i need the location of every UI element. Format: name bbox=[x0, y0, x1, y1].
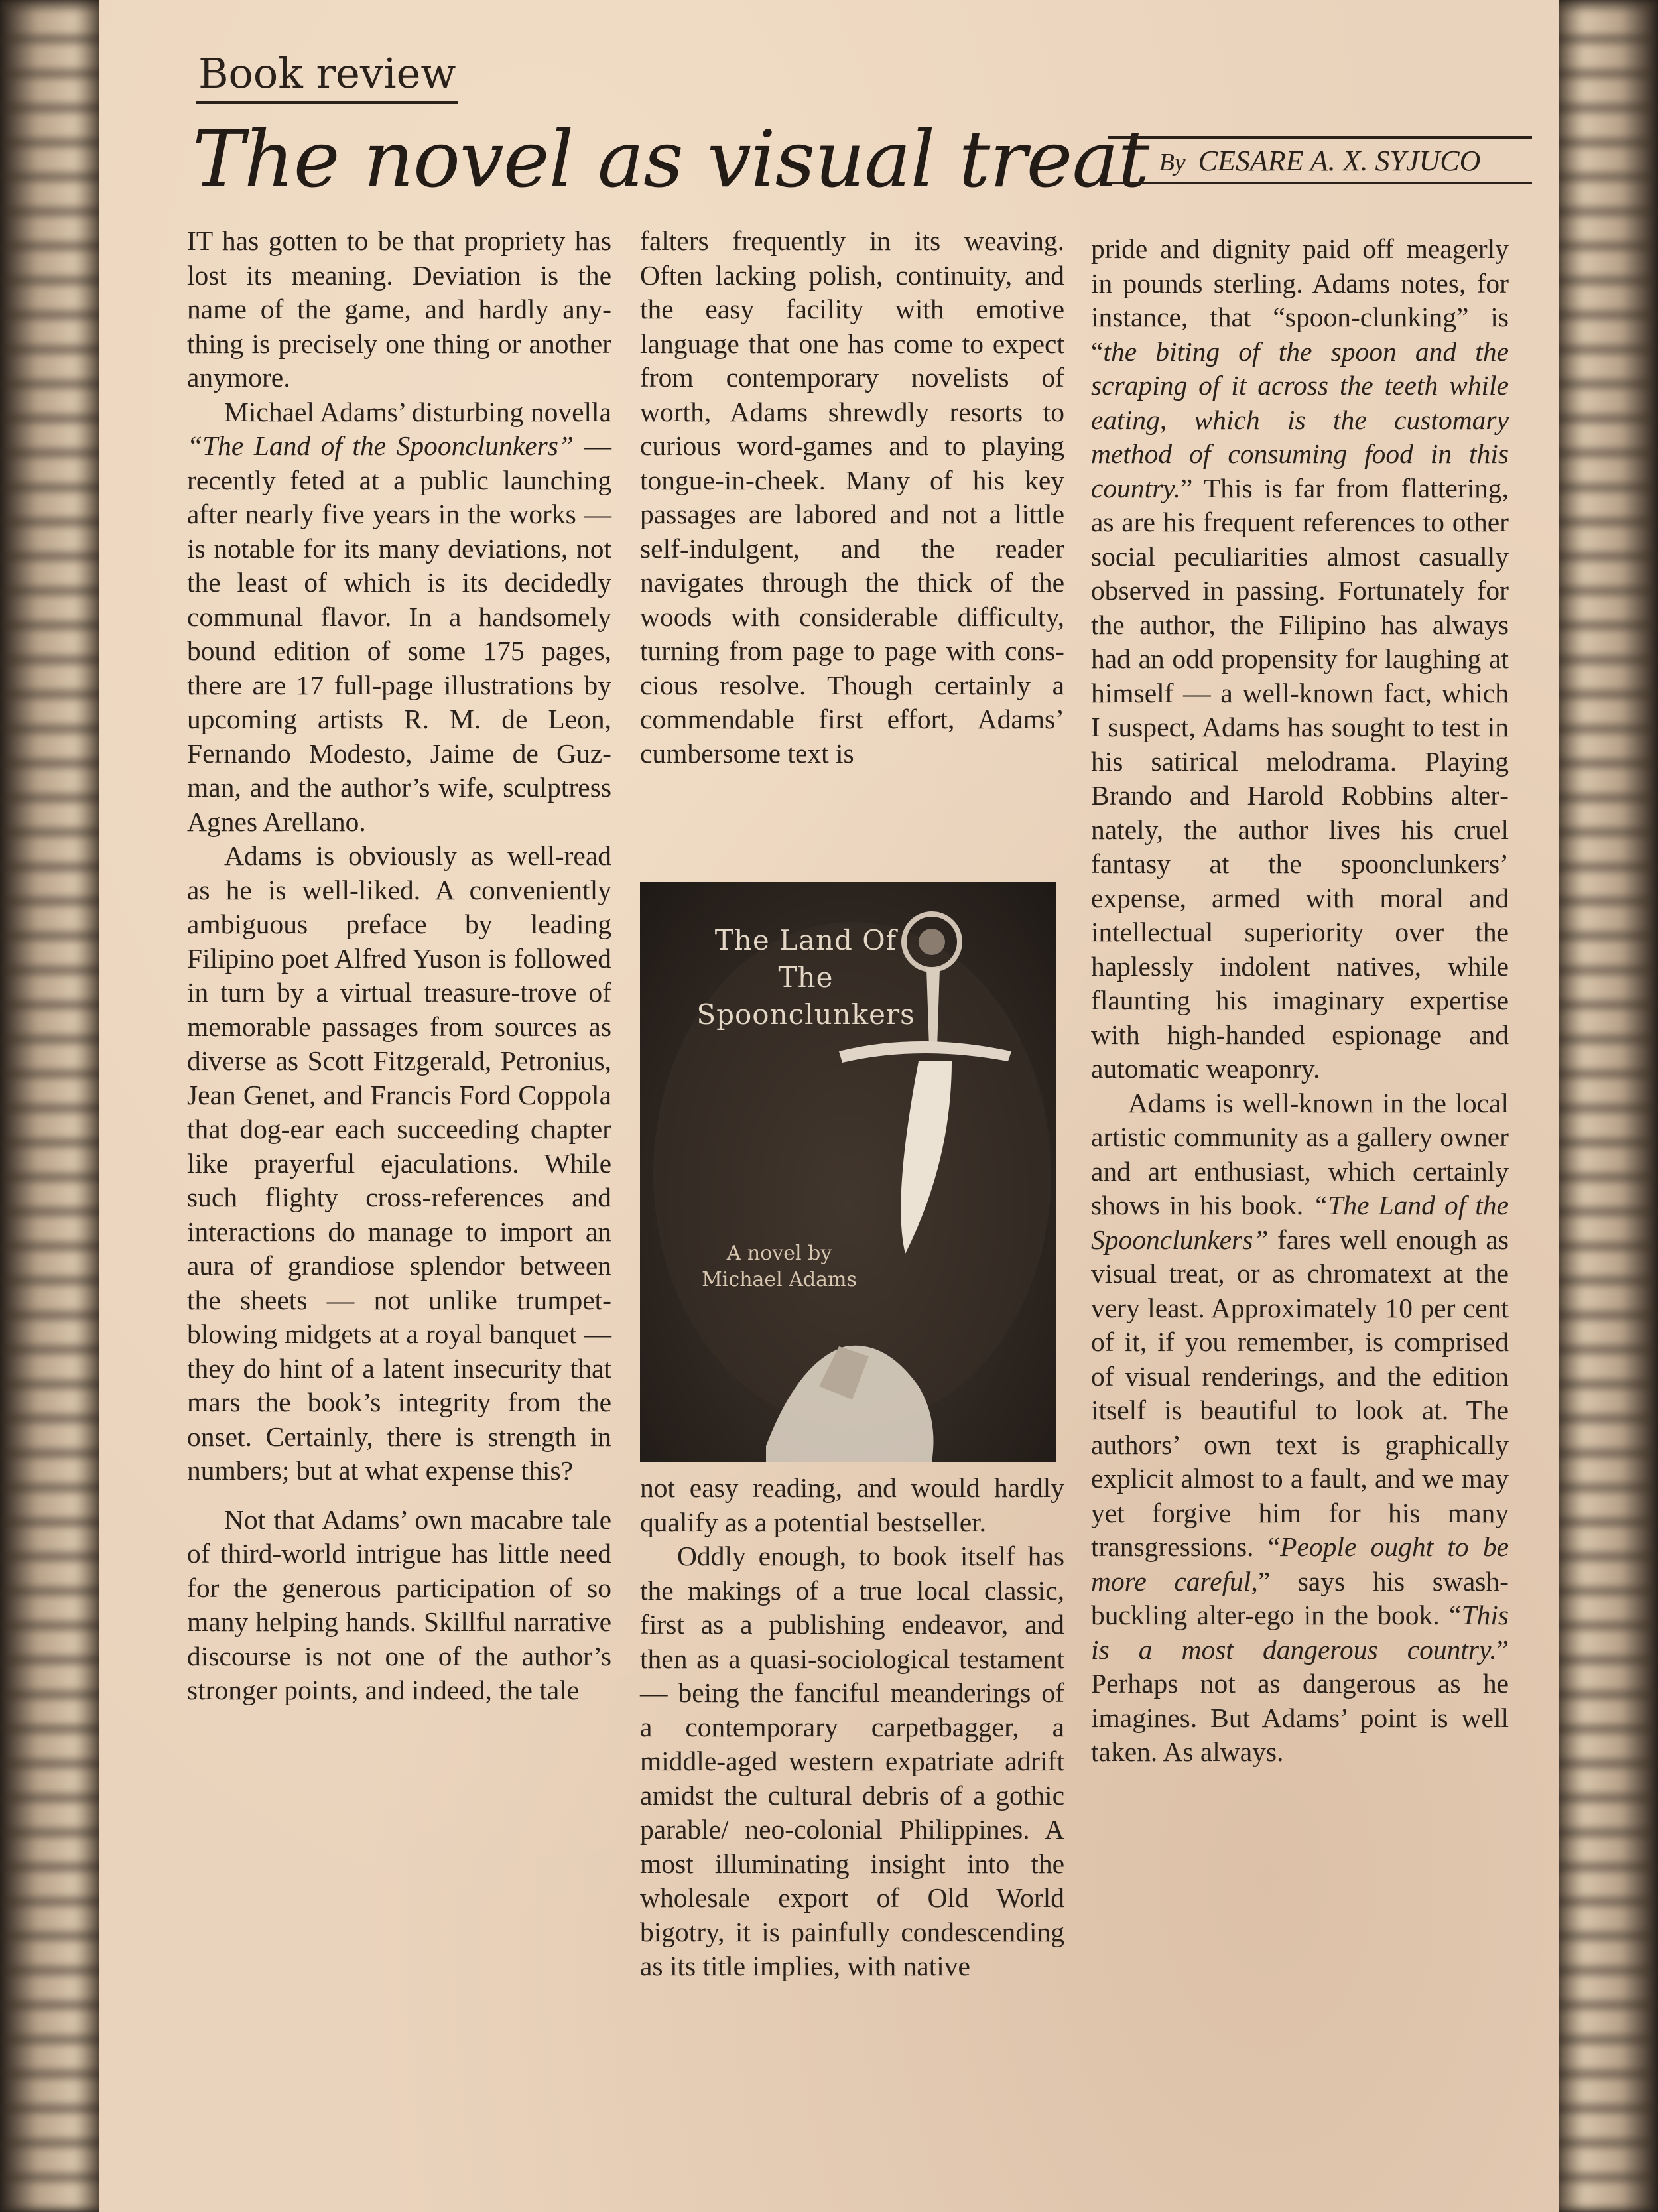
article-column-2-bottom bbox=[640, 1471, 1064, 1984]
text-run: ” This is far from flattering, as are his frequent references to other social peculiarities almost casually observed in passing. Fortunately for the author, the Filipino has always had an odd propensity for laughing at himself — a well-known fact, which I suspect, Adams has sought to test in his satirical melodrama. Playing Brando and Harold Robbins alternately, the author lives his cruel fantasy at the spoonclunkers’ expense, armed with moral and intellectual superiority over the haplessly indolent natives, while flaunting his imaginary expertise with high-handed espionage and automatic weaponry. bbox=[1091, 472, 1509, 1084]
paragraph: IT has gotten to be that propriety has lost its meaning. Deviation is the name of the game, and hardly anything is precisely one thing or another anymore. bbox=[187, 226, 611, 393]
text-run: ” says his swashbuckling alter-ego in the book. “ bbox=[1091, 1565, 1509, 1630]
paragraph: Adams is obviously as well-read as he is well-liked. A conveniently ambiguous preface by leading Filipino poet Alfred Yuson is followed in turn by a virtual treasure-trove of memorable passages from sources as diverse as Scott Fitzgerald, Petronius, Jean Genet, and Francis Ford Coppola that dog-ear each succeeding chapter like prayerful ejaculations. While such flighty cross-references and interactions do manage to import an aura of grandiose splendor between the sheets — not unlike trumpet-blowing midgets at a royal banquet — they do hint of a latent insecurity that mars the book’s integrity from the onset. Certainly, there is strength in numbers; but at what expense this? bbox=[187, 840, 611, 1486]
text-run: fares well enough as visual treat, or as chromatext at the very least. Approximately 10 per cent of it, if you remember, is comprised of visual renderings, and the edition itself is beautiful to look at. The authors’ own text is graphically explicit almost to a fault, and we may yet forgive him for his many transgressions. “ bbox=[1091, 1224, 1509, 1562]
paragraph: Not that Adams’ own macabre tale of third-world intrigue has little need for the generous participation of so many helping hands. Skillful narrative discourse is not one of the author’s stronger points, and indeed, the tale bbox=[187, 1504, 611, 1705]
book-cover-image bbox=[640, 882, 1056, 1462]
article-column-2-top bbox=[640, 224, 1064, 771]
article-column-3 bbox=[1091, 232, 1509, 1770]
quoted-passage: People ought to be more careful, bbox=[1091, 1531, 1509, 1596]
text-run: ” Perhaps not as dangerous as he imagines. But Adams’ point is well taken. As always. bbox=[1091, 1634, 1509, 1767]
article-column-1 bbox=[187, 224, 611, 1708]
text-run: Michael Adams’ disturbing novella bbox=[224, 396, 611, 427]
text-run: Adams is well-known in the local artistic community as a gallery owner and art enthusiast, which certainly shows in his book. bbox=[1091, 1087, 1509, 1220]
blurred-background-left bbox=[0, 0, 106, 2212]
headline: The novel as visual treat bbox=[192, 113, 1149, 205]
paragraph bbox=[187, 395, 611, 840]
quoted-passage: This is a most dangerous country. bbox=[1091, 1600, 1509, 1665]
byline-author: CESARE A. X. SYJUCO bbox=[1198, 145, 1481, 177]
cover-subtitle bbox=[673, 1240, 885, 1293]
quoted-passage: the biting of the spoon and the scraping of it across the teeth while eating, which is the customary method of consuming food in this country. bbox=[1091, 336, 1509, 503]
section-label: Book review bbox=[196, 46, 458, 104]
cover-subtitle-line: A novel by bbox=[726, 1242, 832, 1265]
paragraph bbox=[1091, 1086, 1509, 1770]
book-title: “The Land of the Spoonclunkers” bbox=[187, 430, 574, 461]
book-title: “The Land of the Spoonclunkers” bbox=[1091, 1190, 1509, 1255]
cover-title-line: The bbox=[778, 961, 834, 994]
cover-title bbox=[667, 922, 945, 1033]
cover-title-line: The Land Of bbox=[714, 924, 897, 956]
text-run: — recently feted at a public launching after nearly five years in the works — is notable for its many deviations, not the least of which is its decidedly communal flavor. In a handsomely bound edition of some 175 pages, there are 17 full-page illustrations by upcoming artists R. M. de Leon, Fernando Modesto, Jaime de Guzman, and the author’s wife, sculptress Agnes Arellano. bbox=[187, 430, 612, 837]
byline-prefix: By bbox=[1159, 149, 1186, 176]
paragraph: falters frequently in its weaving. Often lacking polish, continuity, and the easy facility with emotive language that one has come to expect from contemporary novelists of worth, Adams shrewdly resorts to curious word-games and to playing tongue-in-cheek. Many of his key passages are labored and not a little self-indulgent, and the reader navigates through the thick of the woods with considerable difficulty, turning from page to page with conscious resolve. Though certainly a commendable first effort, Adams’ cumbersome text is bbox=[640, 226, 1064, 769]
byline bbox=[1108, 136, 1532, 184]
blurred-background-right bbox=[1552, 0, 1658, 2212]
clipping-content bbox=[99, 0, 1559, 2212]
cover-subtitle-line: Michael Adams bbox=[702, 1268, 857, 1291]
paragraph bbox=[1091, 232, 1509, 1086]
cover-title-line: Spoonclunkers bbox=[696, 998, 915, 1031]
text-run: pride and dignity paid off meagerly in pounds sterling. Adams notes, for instance, that “spoon-clunking” is “ bbox=[1091, 233, 1509, 367]
paragraph: not easy reading, and would hardly qualify as a potential bestseller. bbox=[640, 1472, 1064, 1537]
paragraph: Oddly enough, to book itself has the makings of a true local classic, first as a publishing endeavor, and then as a quasi-sociological testament — being the fanciful meanderings of a contemporary carpetbagger, a middle-aged western expatriate adrift amidst the cultural debris of a gothic parable/ neo-colonial Philippines. A most illuminating insight into the wholesale export of Old World bigotry, it is painfully condescending as its title implies, with native bbox=[640, 1541, 1064, 1981]
